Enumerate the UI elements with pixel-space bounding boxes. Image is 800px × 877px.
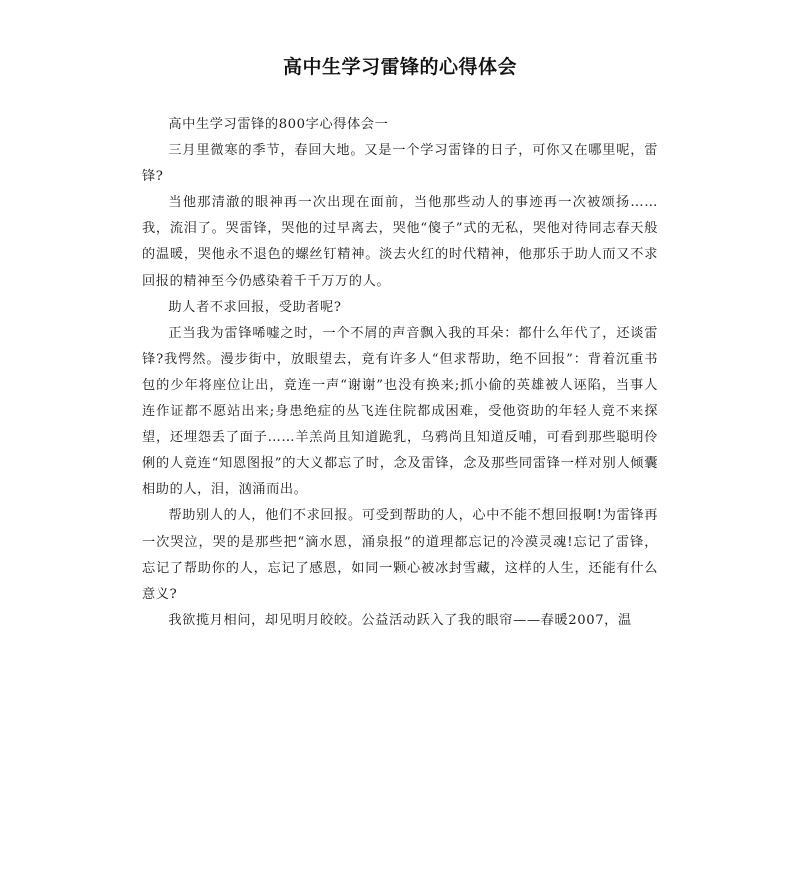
document-title: 高中生学习雷锋的心得体会: [282, 56, 517, 78]
document-body: [142, 112, 658, 634]
paragraph-subtitle: 高中生学习雷锋的800字心得体会一: [168, 117, 389, 132]
paragraph: 帮助别人的人，他们不求回报。可受到帮助的人，心中不能不想回报啊!为雷锋再一次哭泣，哭的是那些把“滴水恩，涌泉报”的道理都忘记的冷漠灵魂!忘记了雷锋，忘记了帮助你的人，忘记了感恩，如同一颗心被冰封雪藏，这样的人生，还能有什么意义?: [142, 508, 658, 602]
paragraph: 助人者不求回报，受助者呢?: [168, 299, 342, 315]
paragraph: 当他那清澈的眼神再一次出现在面前，当他那些动人的事迹再一次被颂扬……我，流泪了。哭雷锋，哭他的过早离去，哭他“傻子”式的无私，哭他对待同志春天般的温暖，哭他永不退色的螺丝钉精神。淡去火红的时代精神，他那乐于助人而又不求回报的精神至今仍感染着千千万万的人。: [142, 195, 658, 289]
paragraph: 三月里微寒的季节，春回大地。又是一个学习雷锋的日子，可你又在哪里呢，雷锋?: [142, 143, 658, 185]
paragraph: 我欲揽月相问，却见明月皎皎。公益活动跃入了我的眼帘——春暖2007，温: [168, 612, 632, 628]
paragraph: 正当我为雷锋唏嘘之时，一个不屑的声音飘入我的耳朵：都什么年代了，还谈雷锋?我愕然。漫步街中，放眼望去，竟有许多人“但求帮助，绝不回报”：背着沉重书包的少年将座位让出，竟连一声“谢谢”也没有换来;抓小偷的英雄被人诬陷，当事人连作证都不愿站出来;身患绝症的丛飞连住院都成困难，受他资助的年轻人竟不来探望，还埋怨丢了面子……羊羔尚且知道跪乳，乌鸦尚且知道反哺，可看到那些聪明伶俐的人竟连“知恩图报”的大义都忘了时，念及雷锋，念及那些同雷锋一样对别人倾囊相助的人，泪，汹涌而出。: [142, 325, 658, 498]
